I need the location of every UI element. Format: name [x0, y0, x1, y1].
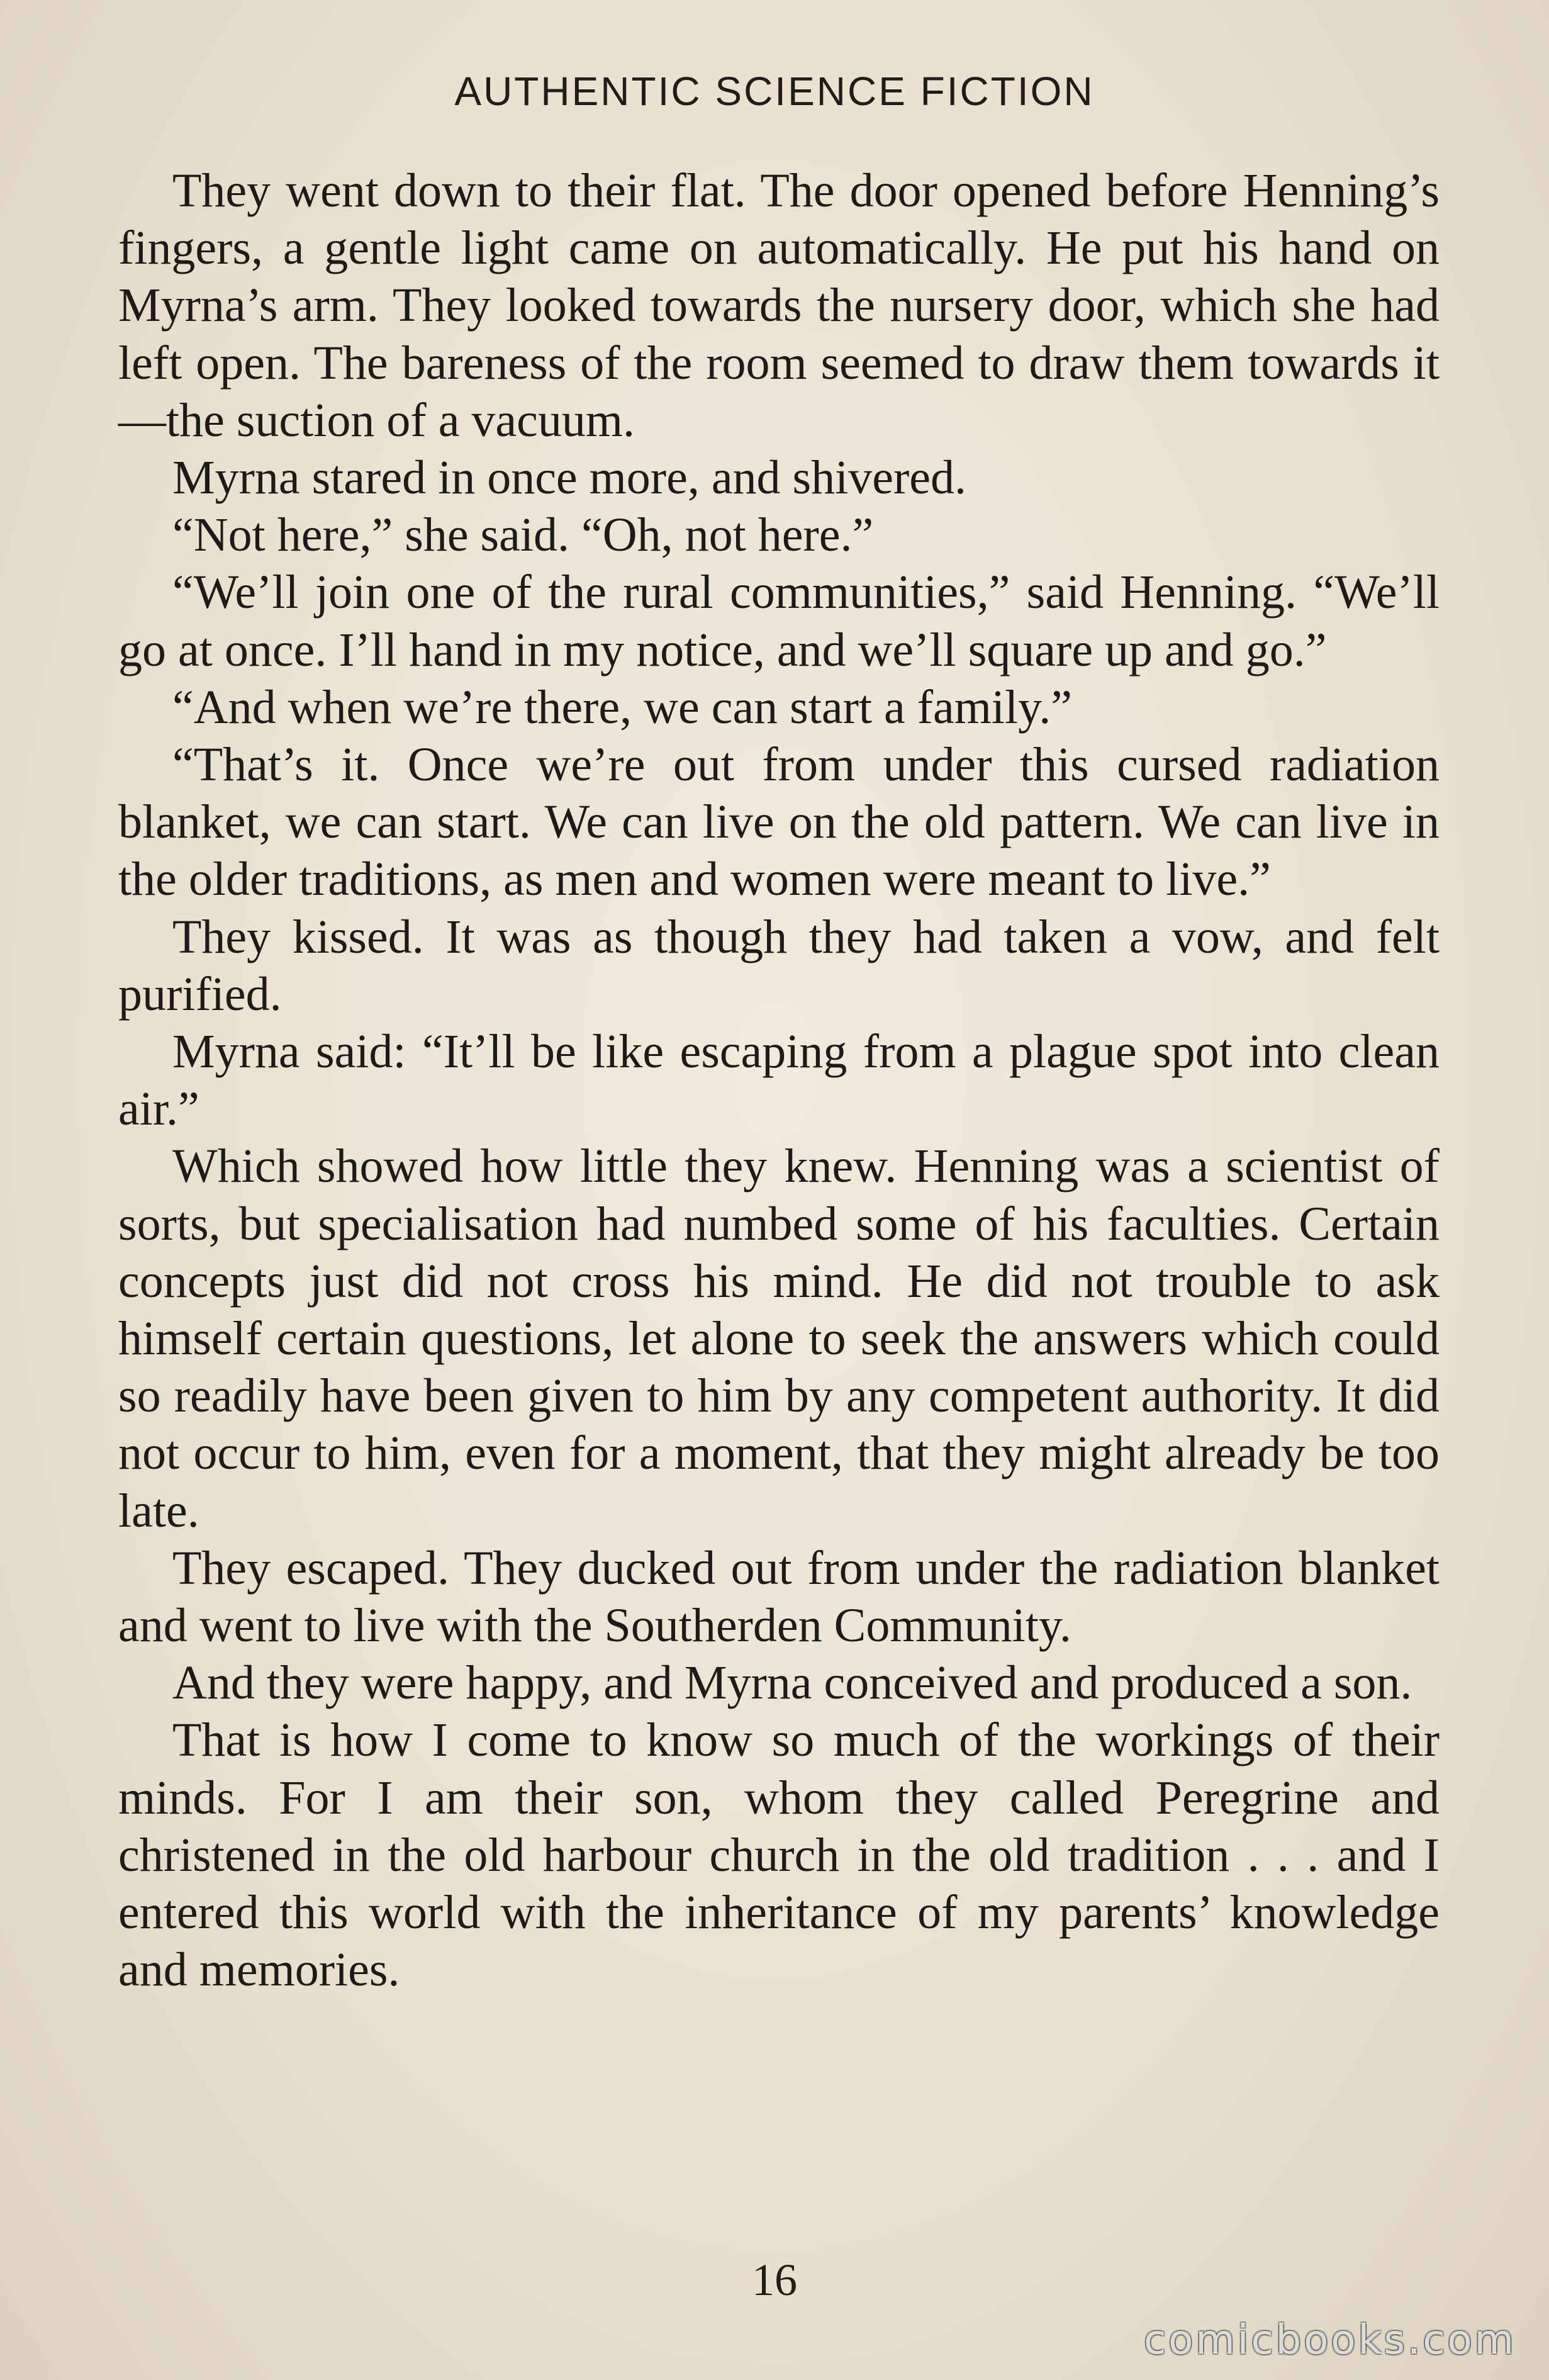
paragraph: They escaped. They ducked out from under the radiation blanket and went to live with the Southerden Community. — [118, 1541, 1440, 1653]
paragraph: Myrna said: “It’ll be like escaping from a plague spot into clean air.” — [118, 1025, 1440, 1136]
running-head: AUTHENTIC SCIENCE FICTION — [454, 69, 1095, 114]
page-number: 16 — [752, 2255, 797, 2305]
paragraph: “That’s it. Once we’re out from under this cursed radiation blanket, we can start. We can live on the old pattern. We can live in the older traditions, as men and women were meant to live.” — [118, 738, 1440, 906]
paragraph: “And when we’re there, we can start a family.” — [172, 680, 1072, 734]
paragraph: And they were happy, and Myrna conceived and produced a son. — [172, 1656, 1412, 1710]
paragraph: Myrna stared in once more, and shivered. — [172, 451, 967, 505]
paragraph: Which showed how little they knew. Henning was a scientist of sorts, but specialisation had numbed some of his faculties. Certain concepts just did not cross his mind. He did not trouble to ask himself certain questions, let alone to seek the answers which could so readily have been given to him by any competent authority. It did not occur to him, even for a moment, that they might already be too late. — [118, 1140, 1440, 1537]
watermark-logo: comicbooks.com — [1143, 2317, 1516, 2364]
paragraph: That is how I come to know so much of the workings of their minds. For I am their son, whom they called Peregrine and christened in the old harbour church in the old tradition . . . and I entered this world with the inheritance of my parents’ knowledge and memories. — [118, 1714, 1440, 1997]
paragraph: They went down to their flat. The door opened before Henning’s fingers, a gentle light came on automatically. He put his hand on Myrna’s arm. They looked towards the nursery door, which she had left open. The bareness of the room seemed to draw them towards it—the suction of a vacuum. — [118, 164, 1440, 447]
paragraph: “Not here,” she said. “Oh, not here.” — [172, 508, 874, 562]
story-body — [118, 162, 1440, 1999]
paragraph: They kissed. It was as though they had taken a vow, and felt purified. — [118, 910, 1440, 1021]
paragraph: “We’ll join one of the rural communities,” said Henning. “We’ll go at once. I’ll hand in my notice, and we’ll square up and go.” — [118, 566, 1440, 676]
